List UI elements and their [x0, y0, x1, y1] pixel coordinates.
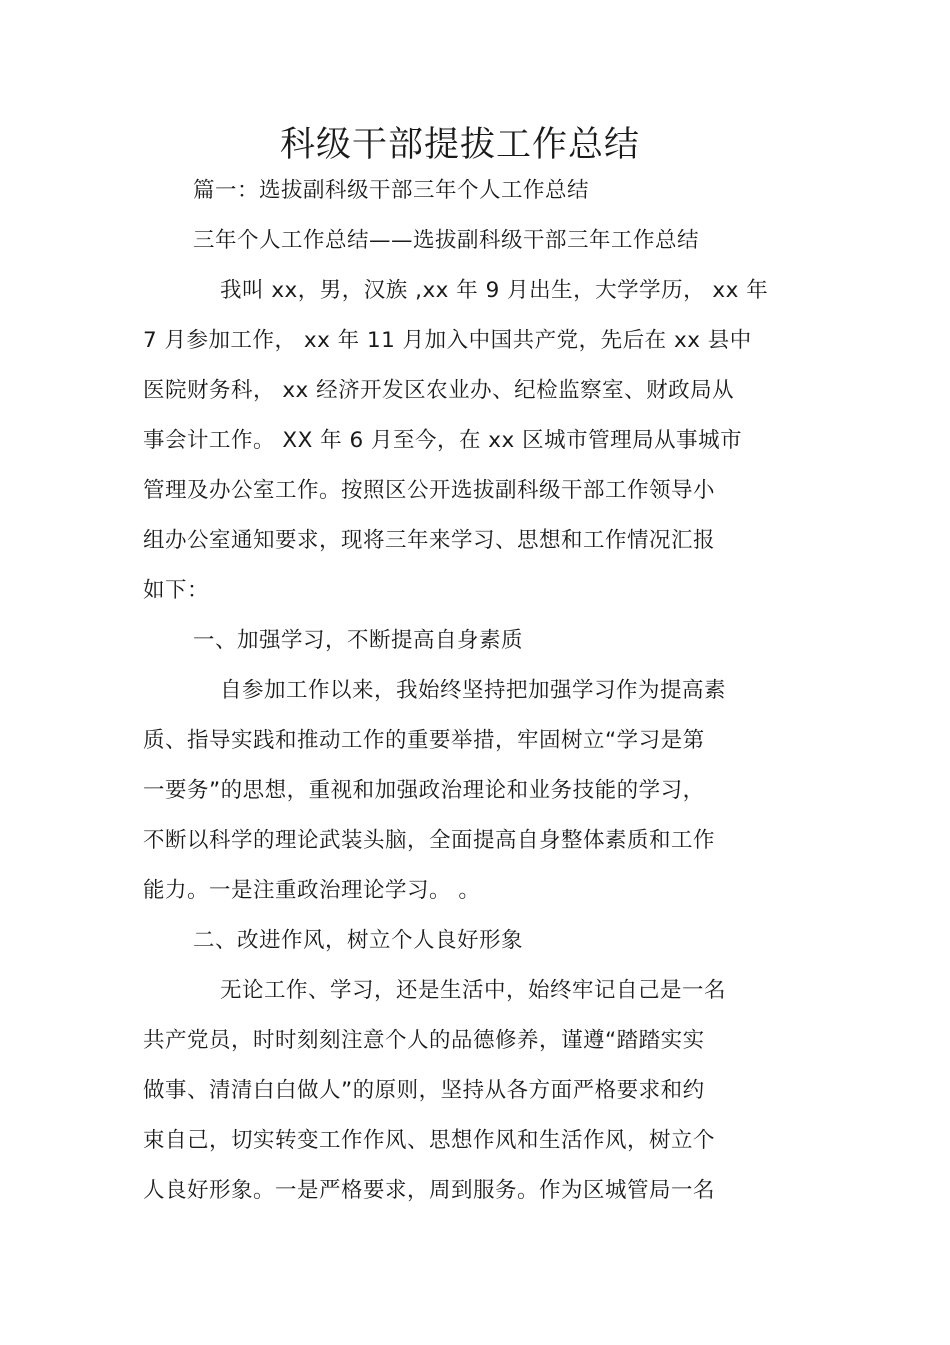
paragraph-line: 我叫 xx，男，汉族 ,xx 年 9 月出生，大学学历， xx 年: [220, 278, 769, 303]
paragraph-line: 能力。一是注重政治理论学习。 。: [143, 878, 481, 903]
paragraph-line: 束自己，切实转变工作作风、思想作风和生活作风，树立个: [143, 1128, 716, 1153]
paragraph-line: 共产党员，时时刻刻注意个人的品德修养，谨遵“踏踏实实: [143, 1028, 705, 1053]
subtitle-line: 三年个人工作总结——选拔副科级干部三年工作总结: [193, 228, 700, 253]
paragraph-line: 组办公室通知要求，现将三年来学习、思想和工作情况汇报: [143, 528, 716, 553]
paragraph-line: 质、指导实践和推动工作的重要举措，牢固树立“学习是第: [143, 728, 705, 753]
paragraph-line: 医院财务科， xx 经济开发区农业办、纪检监察室、财政局从: [143, 378, 735, 403]
paragraph-line: 人良好形象。一是严格要求，周到服务。作为区城管局一名: [143, 1178, 716, 1203]
paragraph-line: 无论工作、学习，还是生活中，始终牢记自己是一名: [220, 978, 727, 1003]
section-heading: 二、改进作风，树立个人良好形象: [193, 928, 524, 953]
paragraph-line: 7 月参加工作， xx 年 11 月加入中国共产党，先后在 xx 县中: [143, 328, 752, 353]
paragraph-line: 自参加工作以来，我始终坚持把加强学习作为提高素: [220, 678, 727, 703]
section-heading: 一、加强学习，不断提高自身素质: [193, 628, 524, 653]
paragraph-line: 事会计工作。 XX 年 6 月至今，在 xx 区城市管理局从事城市: [143, 428, 743, 453]
paragraph-line: 不断以科学的理论武装头脑，全面提高自身整体素质和工作: [143, 828, 716, 853]
paragraph-line: 管理及办公室工作。按照区公开选拔副科级干部工作领导小: [143, 478, 716, 503]
paragraph-line: 如下：: [143, 578, 210, 603]
document-title: 科级干部提拔工作总结: [279, 125, 640, 165]
paragraph-line: 一要务”的思想，重视和加强政治理论和业务技能的学习，: [143, 778, 705, 803]
subtitle-line: 篇一：选拔副科级干部三年个人工作总结: [193, 178, 590, 203]
paragraph-line: 做事、清清白白做人”的原则，坚持从各方面严格要求和约: [143, 1078, 705, 1103]
